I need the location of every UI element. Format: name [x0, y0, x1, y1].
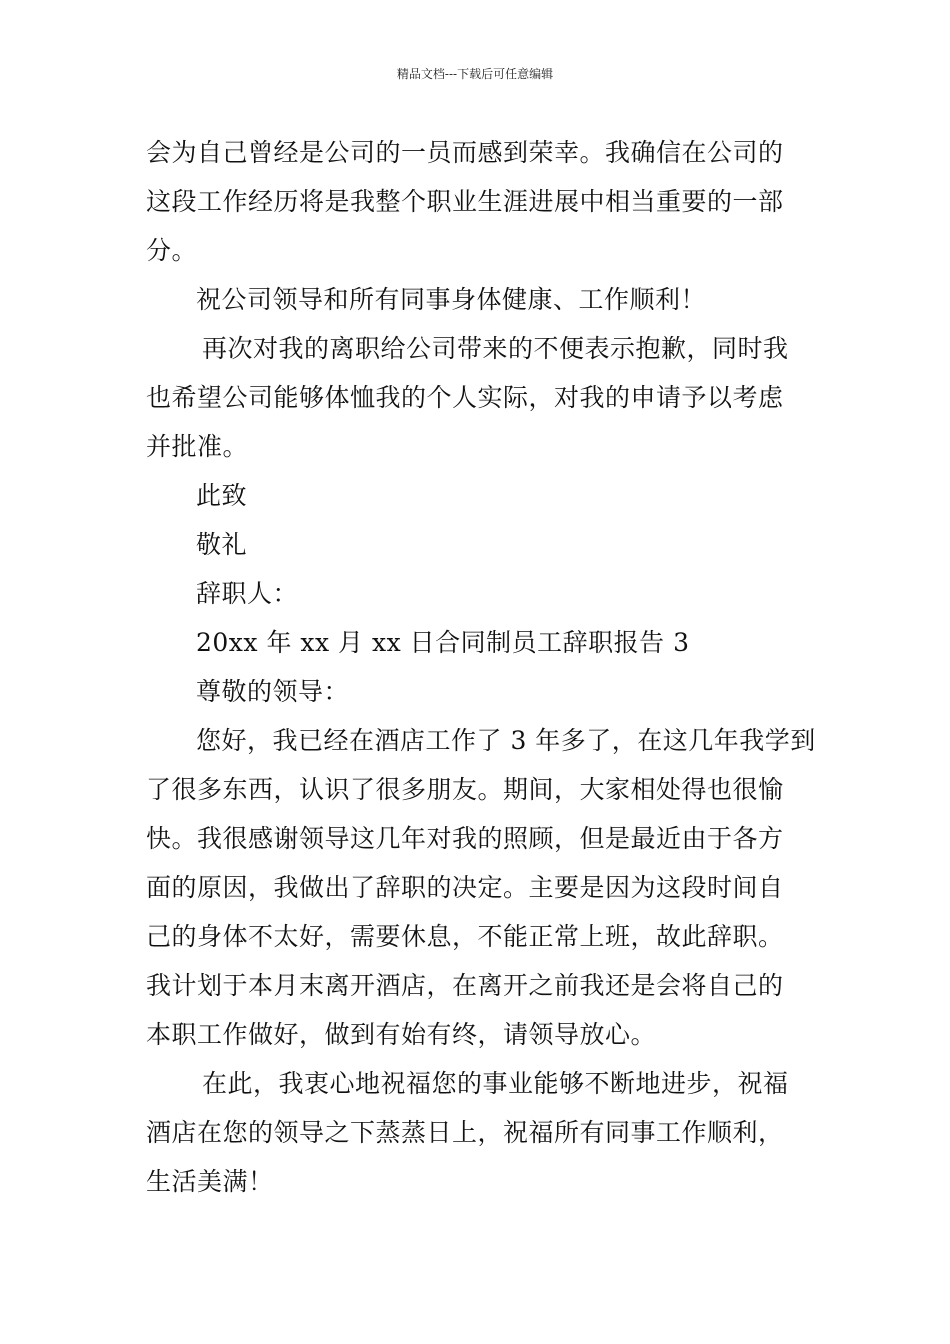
text-line: 20xx 年 xx 月 xx 日合同制员工辞职报告 3 [196, 628, 690, 657]
text-line: 在此，我衷心地祝福您的事业能够不断地进步，祝福 [202, 1069, 789, 1098]
text-line: 本职工作做好，做到有始有终，请领导放心。 [146, 1020, 657, 1049]
text-line: 这段工作经历将是我整个职业生涯进展中相当重要的一部 [146, 187, 784, 216]
text-line: 己的身体不太好，需要休息，不能正常上班，故此辞职。 [146, 922, 784, 951]
page-header: 精品文档---下载后可任意编辑 [396, 67, 554, 81]
text-line: 了很多东西，认识了很多朋友。期间，大家相处得也很愉 [146, 775, 784, 804]
text-line: 祝公司领导和所有同事身体健康、工作顺利！ [196, 285, 707, 314]
text-line: 也希望公司能够体恤我的个人实际，对我的申请予以考虑 [146, 383, 784, 412]
text-line: 会为自己曾经是公司的一员而感到荣幸。我确信在公司的 [146, 138, 784, 167]
text-line: 酒店在您的领导之下蒸蒸日上，祝福所有同事工作顺利， [146, 1118, 784, 1147]
text-line: 生活美满！ [146, 1167, 274, 1196]
text-line: 面的原因，我做出了辞职的决定。主要是因为这段时间自 [146, 873, 784, 902]
text-line: 快。我很感谢领导这几年对我的照顾，但是最近由于各方 [146, 824, 784, 853]
text-line: 再次对我的离职给公司带来的不便表示抱歉，同时我 [202, 334, 789, 363]
text-line: 敬礼 [196, 530, 248, 559]
document-body [146, 128, 816, 1206]
text-line: 辞职人： [196, 579, 299, 608]
text-line: 此致 [196, 481, 248, 510]
text-line: 您好，我已经在酒店工作了 3 年多了，在这几年我学到 [196, 726, 816, 755]
text-line: 分。 [146, 236, 198, 265]
text-line: 我计划于本月末离开酒店，在离开之前我还是会将自己的 [146, 971, 784, 1000]
text-line: 尊敬的领导： [196, 677, 350, 706]
text-line: 并批准。 [146, 432, 249, 461]
